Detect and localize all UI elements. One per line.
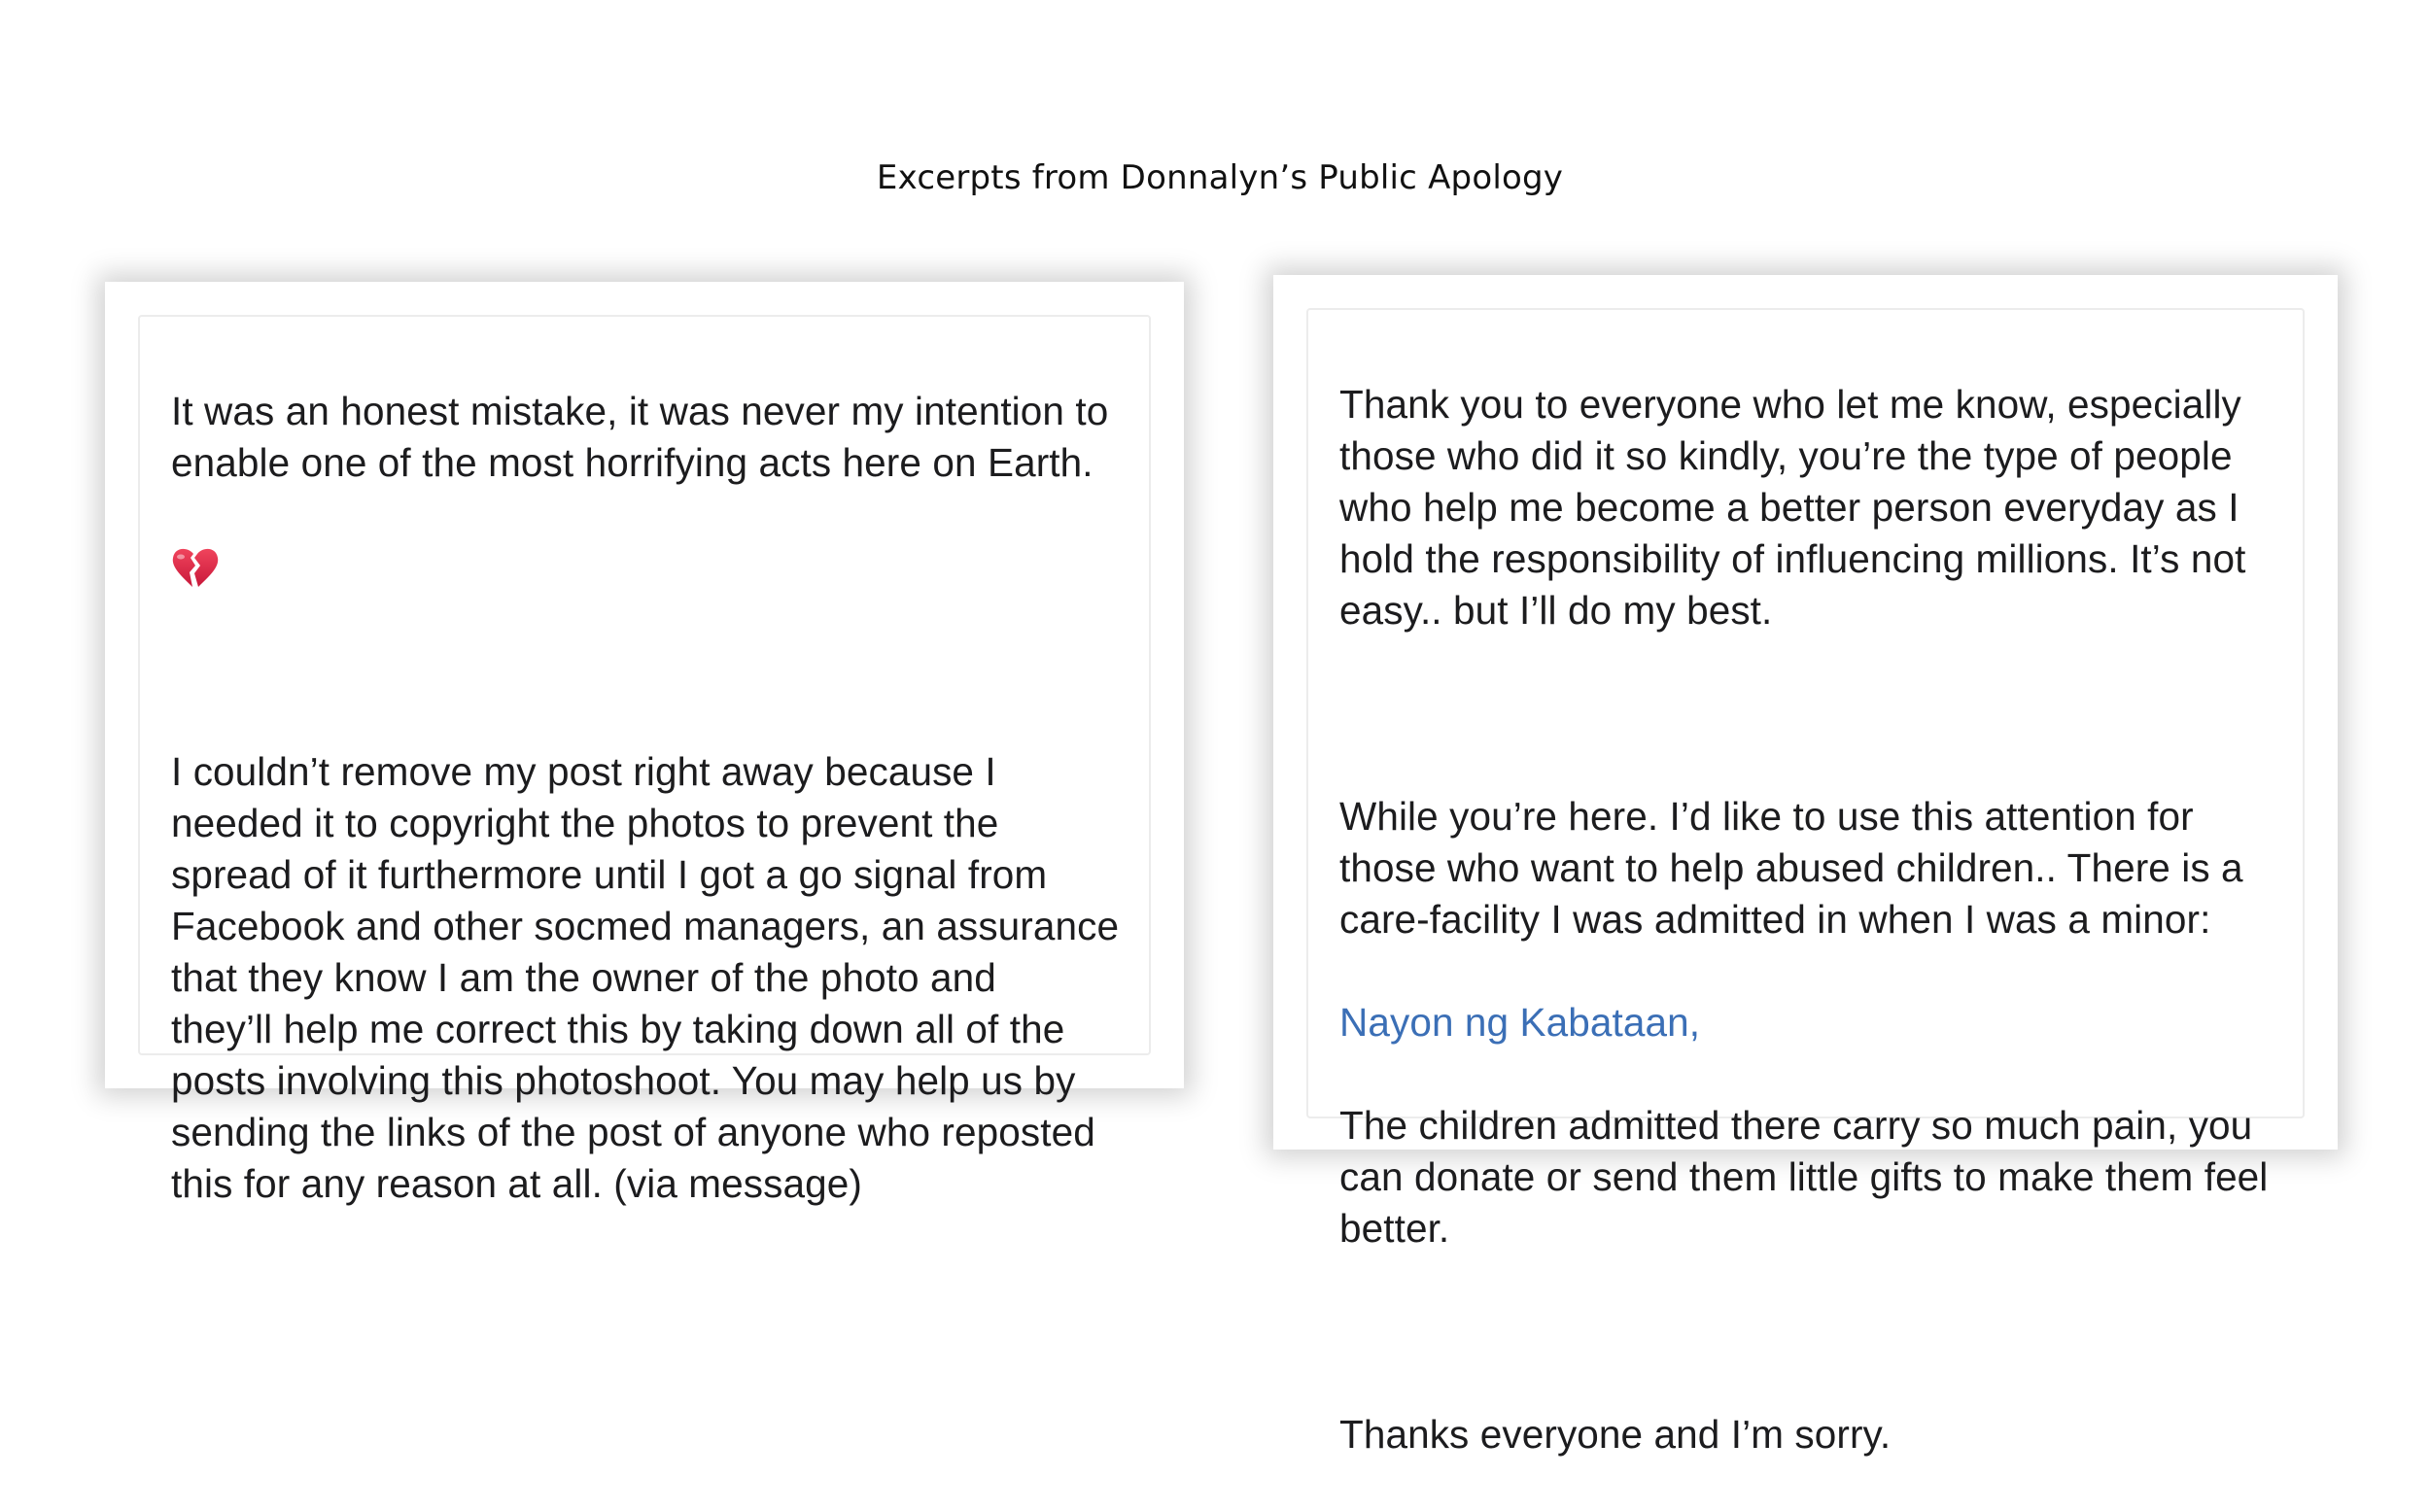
right-paragraph-4: Thanks everyone and I’m sorry. xyxy=(1339,1412,1892,1457)
left-paragraph-1: It was an honest mistake, it was never my intention to enable one of the most horrifying acts here on Earth. xyxy=(171,389,1109,485)
right-paragraph-3: The children admitted there carry so much pain, you can donate or send them little gifts to make them feel better. xyxy=(1339,1103,2269,1251)
right-post-text xyxy=(1339,327,2283,1512)
left-paragraph-2: I couldn’t remove my post right away because I needed it to copyright the photos to prevent the spread of it furthermore until I got a go signal from Facebook and other socmed managers, an assurance that they know I am the owner of the photo and they’ll help me correct this by taking down all of the posts involving this photoshoot. You may help us by sending the links of the post of anyone who reposted this for any reason at all. (via message) xyxy=(171,749,1120,1206)
right-post-panel xyxy=(1306,308,2305,1457)
left-post-text xyxy=(171,334,1129,1261)
right-paragraph-2: While you’re here. I’d like to use this attention for those who want to help abused children.. There is a care-facility I was admitted in when I was a minor: xyxy=(1339,794,2243,942)
left-post-panel xyxy=(138,315,1151,1206)
right-paragraph-1: Thank you to everyone who let me know, especially those who did it so kindly, you’re the type of people who help me become a better person everyday as I hold the responsibility of influencing millions. It’s not easy.. but I’ll do my best. xyxy=(1339,382,2246,633)
slide-title: Excerpts from Donnalyn’s Public Apology xyxy=(876,158,1564,197)
nayon-ng-kabataan-link[interactable]: Nayon ng Kabataan, xyxy=(1339,1000,1701,1045)
left-excerpt-card xyxy=(105,282,1184,1206)
right-excerpt-card xyxy=(1273,275,2338,1457)
broken-heart-icon xyxy=(171,540,229,592)
